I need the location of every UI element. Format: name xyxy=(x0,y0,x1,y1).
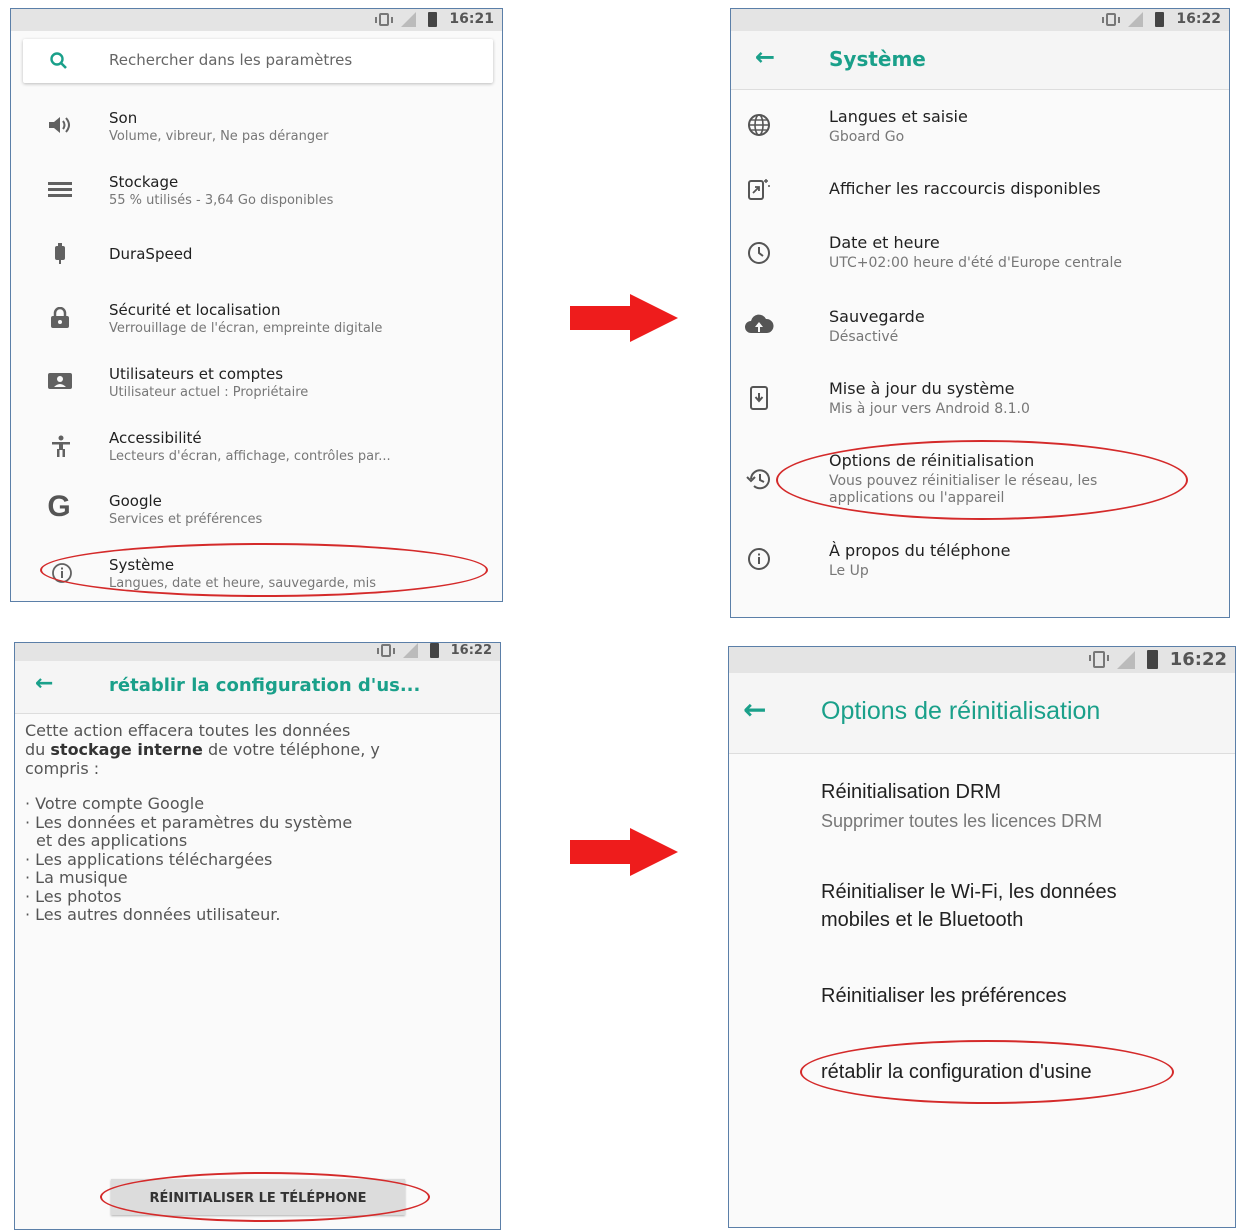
settings-item-title: Sécurité et localisation xyxy=(109,301,281,319)
factory-reset-screen xyxy=(14,642,501,1230)
lock-icon xyxy=(49,307,71,329)
settings-item-google[interactable] xyxy=(11,488,502,540)
duraspeed-icon xyxy=(53,243,67,265)
battery-icon xyxy=(1155,12,1164,27)
battery-icon xyxy=(430,643,439,658)
list-item xyxy=(25,832,352,851)
vibrate-icon xyxy=(379,13,389,26)
warning-line-post: de votre téléphone, y xyxy=(202,740,380,759)
settings-item-subtitle: Services et préférences xyxy=(109,512,263,527)
reset-item-preferences[interactable] xyxy=(729,983,1235,1019)
list-item: · Les photos xyxy=(25,886,122,906)
list-item-text: Les photos xyxy=(35,886,122,906)
system-item-about[interactable] xyxy=(731,539,1229,591)
settings-item-subtitle: UTC+02:00 heure d'été d'Europe centrale xyxy=(829,255,1122,271)
settings-item-title: Mise à jour du système xyxy=(829,379,1015,398)
page-title: rétablir la configuration d'us... xyxy=(109,675,421,696)
settings-item-sound[interactable] xyxy=(11,105,502,157)
settings-item-subtitle: Utilisateur actuel : Propriétaire xyxy=(109,385,309,400)
warning-line: compris : xyxy=(25,759,100,778)
highlight-ellipse-system xyxy=(40,543,488,597)
highlight-ellipse-reset-button xyxy=(100,1172,430,1222)
reset-options-screen xyxy=(728,646,1236,1228)
info-icon xyxy=(747,547,771,571)
back-arrow-icon[interactable]: ← xyxy=(755,43,776,71)
reset-phone-button-label: RÉINITIALISER LE TÉLÉPHONE xyxy=(149,1191,367,1206)
app-bar xyxy=(15,661,500,714)
system-item-date-time[interactable] xyxy=(731,231,1229,283)
list-item-text: et des applications xyxy=(36,831,188,850)
status-bar xyxy=(731,9,1229,31)
settings-item-subtitle: 55 % utilisés - 3,64 Go disponibles xyxy=(109,193,334,208)
list-item: · Les autres données utilisateur. xyxy=(25,905,281,924)
settings-item-title: Google xyxy=(109,492,162,510)
warning-line-bold: stockage interne xyxy=(50,740,203,759)
list-item: · Les données et paramètres du système xyxy=(25,812,353,832)
settings-item-title-line2: mobiles et le Bluetooth xyxy=(821,909,1024,931)
settings-item-title: Réinitialisation DRM xyxy=(821,781,1002,803)
system-item-update[interactable] xyxy=(731,377,1229,429)
settings-item-subtitle: Volume, vibreur, Ne pas déranger xyxy=(109,129,329,144)
storage-icon xyxy=(47,179,73,199)
settings-item-subtitle: Lecteurs d'écran, affichage, contrôles par... xyxy=(109,449,391,464)
cloud-upload-icon xyxy=(743,313,775,337)
settings-item-title: rétablir la configuration d'usine xyxy=(821,1061,1092,1083)
status-bar xyxy=(15,643,500,661)
search-input[interactable]: Rechercher dans les paramètres xyxy=(109,51,353,69)
signal-icon xyxy=(401,12,416,27)
page-title: Options de réinitialisation xyxy=(821,697,1101,725)
data-list xyxy=(25,795,352,925)
settings-item-subtitle: Désactivé xyxy=(829,329,899,345)
status-time: 16:22 xyxy=(1176,11,1221,27)
globe-icon xyxy=(747,113,771,137)
signal-icon xyxy=(1128,12,1143,27)
signal-icon xyxy=(1117,651,1135,669)
settings-item-users[interactable] xyxy=(11,361,502,413)
settings-item-accessibility[interactable] xyxy=(11,425,502,477)
list-item-text: Les applications téléchargées xyxy=(35,849,273,869)
search-icon xyxy=(49,51,69,71)
list-item-text: Votre compte Google xyxy=(35,794,205,813)
app-bar xyxy=(731,31,1229,90)
settings-item-subtitle: Gboard Go xyxy=(829,129,905,145)
settings-item-subtitle: Verrouillage de l'écran, empreinte digitale xyxy=(109,321,383,336)
settings-item-title: Accessibilité xyxy=(109,429,202,447)
status-time: 16:21 xyxy=(449,11,494,27)
system-screen xyxy=(730,8,1230,618)
right-arrow-icon xyxy=(570,294,680,342)
settings-item-title: Utilisateurs et comptes xyxy=(109,365,284,383)
reset-item-network[interactable] xyxy=(729,881,1235,941)
settings-screen xyxy=(10,8,503,602)
vibrate-icon xyxy=(1093,651,1105,668)
system-item-languages[interactable] xyxy=(731,101,1229,153)
list-item-text: La musique xyxy=(35,868,128,887)
warning-line xyxy=(25,740,380,759)
app-bar xyxy=(729,673,1235,754)
restore-icon xyxy=(745,467,773,491)
settings-item-title: Stockage xyxy=(109,173,179,191)
settings-item-subtitle: Supprimer toutes les licences DRM xyxy=(821,811,1103,831)
settings-item-title: DuraSpeed xyxy=(109,245,193,263)
settings-item-duraspeed[interactable] xyxy=(11,233,502,277)
warning-line-pre: du xyxy=(25,740,51,759)
settings-item-title: À propos du téléphone xyxy=(829,541,1011,560)
account-icon xyxy=(47,371,73,391)
status-time: 16:22 xyxy=(1169,649,1227,670)
status-time: 16:22 xyxy=(450,643,492,658)
highlight-ellipse-factory-reset xyxy=(800,1040,1174,1104)
settings-item-storage[interactable] xyxy=(11,169,502,221)
settings-item-title: Réinitialiser les préférences xyxy=(821,985,1067,1007)
list-item-text: Les données et paramètres du système xyxy=(35,812,353,832)
settings-item-subtitle: Vous pouvez réinitialiser le réseau, les xyxy=(829,473,1098,489)
warning-line: Cette action effacera toutes les données xyxy=(25,721,351,740)
reset-item-drm[interactable] xyxy=(729,777,1235,837)
settings-item-title: Date et heure xyxy=(829,233,940,252)
settings-item-title: Afficher les raccourcis disponibles xyxy=(829,179,1101,198)
list-item: · La musique xyxy=(25,868,128,887)
page-title: Système xyxy=(829,47,926,71)
settings-item-subtitle: Langues, date et heure, sauvegarde, mis xyxy=(109,576,377,591)
search-bar[interactable] xyxy=(23,39,493,83)
battery-icon xyxy=(428,12,437,27)
right-arrow-icon xyxy=(570,828,680,876)
settings-item-title: Système xyxy=(109,556,175,574)
settings-item-title: Options de réinitialisation xyxy=(829,451,1035,470)
battery-icon xyxy=(1147,650,1158,669)
back-arrow-icon[interactable]: ← xyxy=(743,693,767,726)
system-item-backup[interactable] xyxy=(731,303,1229,355)
list-item-text: Les autres données utilisateur. xyxy=(35,905,281,924)
clock-icon xyxy=(747,241,771,265)
settings-item-title: Réinitialiser le Wi-Fi, les données xyxy=(821,881,1117,903)
highlight-ellipse-reset-options xyxy=(776,440,1188,520)
google-icon: G xyxy=(47,490,71,523)
list-item: · Votre compte Google xyxy=(25,794,205,813)
system-update-icon xyxy=(749,385,769,411)
signal-icon xyxy=(403,643,418,658)
settings-item-subtitle: Le Up xyxy=(829,563,869,579)
settings-item-subtitle-line2: applications ou l'appareil xyxy=(829,490,1005,506)
settings-item-title: Son xyxy=(109,109,138,127)
settings-item-security[interactable] xyxy=(11,297,502,349)
warning-text xyxy=(25,721,380,778)
vibrate-icon xyxy=(381,644,391,657)
vibrate-icon xyxy=(1106,13,1116,26)
volume-icon xyxy=(47,115,73,135)
list-item: · Les applications téléchargées xyxy=(25,849,273,869)
settings-item-subtitle: Mis à jour vers Android 8.1.0 xyxy=(829,401,1030,417)
settings-item-title: Sauvegarde xyxy=(829,307,925,326)
status-bar xyxy=(729,647,1235,673)
settings-item-title: Langues et saisie xyxy=(829,107,968,126)
status-bar xyxy=(11,9,502,31)
back-arrow-icon[interactable]: ← xyxy=(35,671,54,696)
shortcuts-icon xyxy=(747,177,771,201)
accessibility-icon xyxy=(51,435,71,457)
system-item-shortcuts[interactable] xyxy=(731,171,1229,211)
